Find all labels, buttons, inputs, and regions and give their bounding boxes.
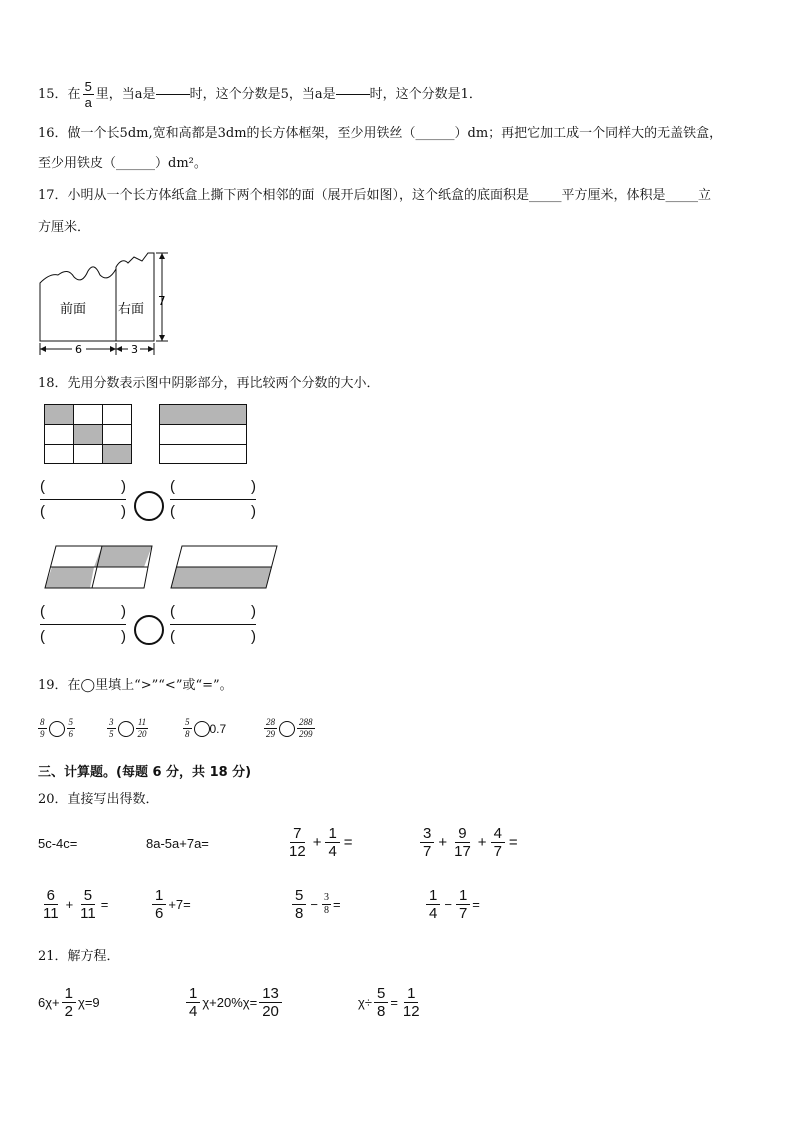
parallelogram-figure-4parts <box>44 545 156 589</box>
expr-frac-sum-1: $\frac{7}{12}$ + $\frac{1}{4}$ = <box>289 825 353 860</box>
expr-frac-sum-3: $\frac{6}{11}$ + $\frac{5}{11}$ = <box>43 887 109 922</box>
question-number: 21． <box>38 949 68 964</box>
question-19: 19．在◯里填上“>”“<”或“=”。 <box>38 678 233 693</box>
question-17-line2: 方厘米． <box>38 220 91 235</box>
question-16: 16．做一个长5dm,宽和高都是3dm的长方体框架，至少用铁丝（______）dm；再把它加工成一个同样大的无盖铁盒， <box>38 126 723 141</box>
question-15: 15． 在 $\frac{5}{a}$ 里，当a是 时，这个分数是5，当a是 时，这个分数是1． <box>38 79 482 110</box>
compare-circle[interactable] <box>194 721 210 737</box>
compare-item-4: $\frac{28}{29}$ $\frac{288}{299}$ <box>266 717 313 739</box>
section-title: 三、计算题。(每题 6 分，共 18 分) <box>38 765 252 780</box>
compare-circle[interactable] <box>279 721 295 737</box>
parallelogram-figure-2parts <box>170 545 280 589</box>
fraction-answer-left-1[interactable]: ( ) ( ) <box>40 478 126 520</box>
unfolded-box-figure <box>30 245 180 360</box>
question-18: 18．先用分数表示图中阴影部分，再比较两个分数的大小． <box>38 376 380 391</box>
strip-figure-3rows <box>159 404 247 464</box>
equation-2: $\frac{1}{4}$ χ+20%χ= $\frac{13}{20}$ <box>184 986 284 1019</box>
right-label: 右面 <box>118 302 145 317</box>
question-number: 17． <box>38 188 68 203</box>
compare-circle[interactable] <box>134 491 164 521</box>
answer-blank[interactable] <box>336 94 370 95</box>
equation-1: 6χ+ $\frac{1}{2}$ χ=9 <box>38 985 100 1020</box>
compare-circle[interactable] <box>134 615 164 645</box>
question-number: 20． <box>38 792 68 807</box>
depth-label: 3 <box>131 343 138 356</box>
expr-frac-plus-7: $\frac{1}{6}$ +7= <box>150 888 191 921</box>
question-17: 17．小明从一个长方体纸盒上撕下两个相邻的面（展开后如图），这个纸盒的底面积是_____平方厘米，体积是_____立 <box>38 188 712 203</box>
question-number: 15． <box>38 86 68 102</box>
compare-circle[interactable] <box>118 721 134 737</box>
fraction: $\frac{5}{a}$ <box>84 79 92 110</box>
fraction-answer-right-1[interactable]: ( ) ( ) <box>170 478 256 520</box>
question-number: 18． <box>38 376 68 391</box>
front-label: 前面 <box>60 302 87 317</box>
width-label: 6 <box>75 343 82 356</box>
answer-blank[interactable] <box>156 94 190 95</box>
expr-frac-sum-2: $\frac{3}{7}$ + $\frac{9}{17}$ + $\frac{4}{7}$ = <box>418 826 520 859</box>
expr-frac-diff-2: $\frac{1}{4}$ − $\frac{1}{7}$ = <box>424 888 480 921</box>
fraction-answer-right-2[interactable]: ( ) ( ) <box>170 603 256 645</box>
question-20: 20．直接写出得数． <box>38 792 159 807</box>
compare-circle[interactable] <box>49 721 65 737</box>
question-number: 19． <box>38 678 68 693</box>
expr-5c-4c: 5c-4c= <box>38 836 78 851</box>
compare-item-3: $\frac{5}{8}$ 0.7 <box>185 717 227 739</box>
question-number: 16． <box>38 126 68 141</box>
compare-item-2: $\frac{3}{5}$ $\frac{11}{20}$ <box>109 717 147 739</box>
compare-item-1: $\frac{8}{9}$ $\frac{5}{6}$ <box>40 717 73 739</box>
expr-8a: 8a-5a+7a= <box>146 836 209 851</box>
right-face <box>116 253 154 341</box>
question-21: 21．解方程． <box>38 949 120 964</box>
expr-frac-diff-1: $\frac{5}{8}$ − $\frac{3}{8}$ = <box>290 888 341 921</box>
height-label: 7 <box>158 294 166 308</box>
grid-figure-3x3 <box>44 404 132 464</box>
question-16-line2: 至少用铁皮（______）dm²。 <box>38 156 207 171</box>
equation-3: χ÷ $\frac{5}{8}$ = $\frac{1}{12}$ <box>358 985 420 1020</box>
fraction-answer-left-2[interactable]: ( ) ( ) <box>40 603 126 645</box>
